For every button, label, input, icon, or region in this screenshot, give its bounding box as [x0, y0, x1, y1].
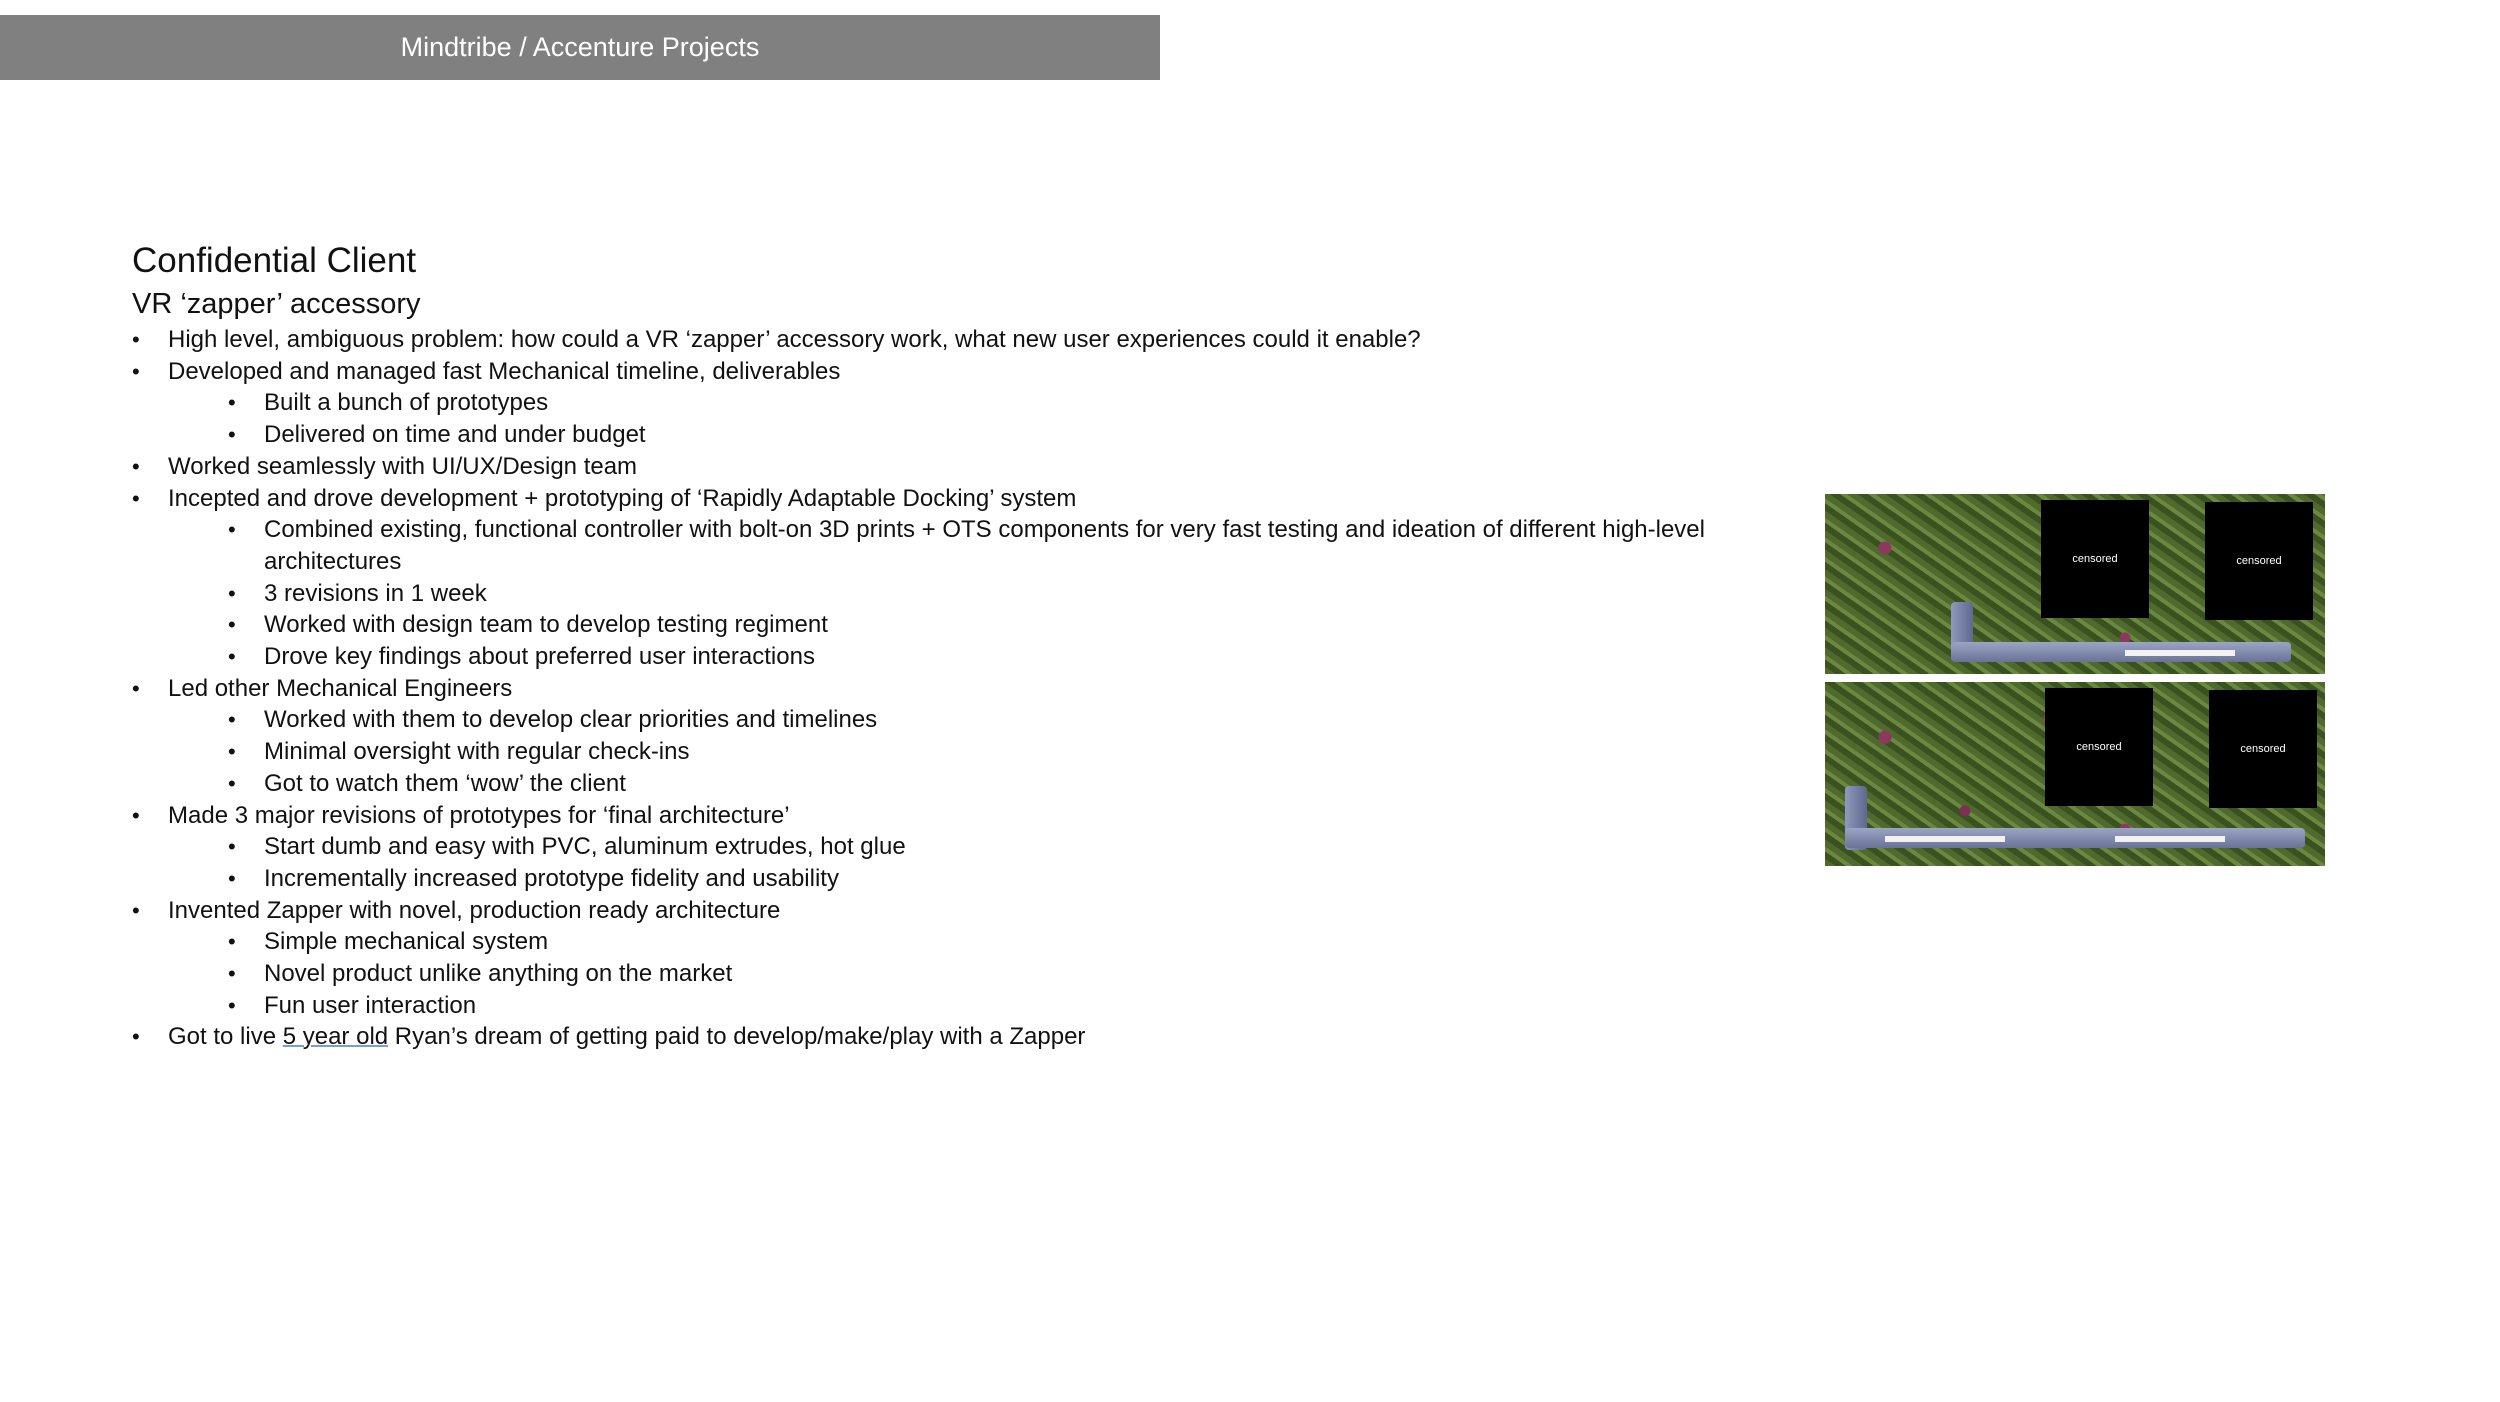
bullet-text: Made 3 major revisions of prototypes for ‘final architecture’ [168, 801, 790, 829]
bullet-text: Developed and managed fast Mechanical timeline, deliverables [168, 357, 841, 385]
bullet-text: Incepted and drove development + prototyping of ‘Rapidly Adaptable Docking’ system [168, 484, 1077, 512]
project-title: VR ‘zapper’ accessory [132, 288, 421, 320]
device-rod [2115, 836, 2225, 842]
bullet-text: Start dumb and easy with PVC, aluminum extrudes, hot glue [264, 833, 906, 861]
sub-bullet-item [132, 641, 1832, 673]
bullet-dot: • [228, 834, 236, 860]
bullet-dot: • [228, 961, 236, 987]
bullet-text: Combined existing, functional controller with bolt-on 3D prints + OTS components for very fast testing and ideation of different high-level architectures [264, 516, 1705, 575]
bullet-dot: • [132, 802, 140, 828]
bullet-dot: • [228, 517, 236, 543]
sub-bullet-item [132, 831, 1832, 863]
bullet-dot: • [228, 644, 236, 670]
slide-content [132, 238, 1832, 1053]
bullet-list [132, 324, 1832, 1053]
bullet-text: Delivered on time and under budget [264, 421, 646, 449]
bullet-item [132, 483, 1832, 515]
sub-bullet-item [132, 704, 1832, 736]
bullet-text-after: Ryan’s dream of getting paid to develop/make/play with a Zapper [388, 1023, 1086, 1051]
bullet-dot: • [228, 739, 236, 765]
bullet-dot: • [228, 390, 236, 416]
bullet-text: 3 revisions in 1 week [264, 579, 487, 607]
sub-bullet-item [132, 736, 1832, 768]
bullet-dot: • [132, 327, 140, 352]
censored-box [2041, 500, 2149, 618]
sub-bullet-item [132, 514, 1764, 577]
sub-bullet-item [132, 958, 1832, 990]
bullet-item [132, 324, 1832, 356]
client-title: Confidential Client [132, 241, 417, 280]
bullet-dot: • [132, 675, 140, 701]
bullet-item [132, 800, 1832, 832]
bullet-dot: • [228, 770, 236, 796]
bullet-text: Led other Mechanical Engineers [168, 674, 513, 702]
bullet-text: Worked with design team to develop testing regiment [264, 611, 828, 639]
censored-label: censored [2236, 555, 2282, 567]
bullet-item [132, 451, 1832, 483]
bullet-text: Built a bunch of prototypes [264, 389, 549, 417]
bullet-text: Minimal oversight with regular check-ins [264, 738, 690, 766]
bullet-text: Fun user interaction [264, 991, 477, 1019]
censored-box [2209, 690, 2317, 808]
bullet-item [132, 895, 1832, 927]
header-title: Mindtribe / Accenture Projects [400, 32, 760, 62]
bullet-text: High level, ambiguous problem: how could a VR ‘zapper’ accessory work, what new user experiences could it enable? [168, 326, 1421, 353]
bullet-dot: • [228, 422, 236, 448]
prototype-photo-top [1825, 494, 2325, 674]
device-rod [1885, 836, 2005, 842]
bullet-dot: • [132, 1024, 140, 1050]
bullet-text: Simple mechanical system [264, 928, 549, 956]
censored-box [2045, 688, 2153, 806]
censored-label: censored [2240, 743, 2286, 755]
bullet-dot: • [228, 707, 236, 733]
sub-bullet-item [132, 990, 1832, 1022]
bullet-dot: • [228, 580, 236, 606]
bullet-dot: • [228, 992, 236, 1018]
prototype-photo-bottom [1825, 682, 2325, 866]
sub-bullet-item [132, 768, 1832, 800]
bullet-text: Got to watch them ‘wow’ the client [264, 769, 626, 797]
bullet-text: Drove key findings about preferred user interactions [264, 643, 815, 671]
censored-label: censored [2076, 741, 2122, 753]
bullet-text: Worked seamlessly with UI/UX/Design team [168, 452, 638, 480]
bullet-dot: • [228, 929, 236, 955]
bullet-text-underlined: 5 year old [282, 1023, 389, 1051]
bullet-item [132, 356, 1832, 388]
bullet-dot: • [132, 358, 140, 384]
bullet-text: Invented Zapper with novel, production ready architecture [168, 896, 781, 924]
header-bar [0, 15, 1160, 80]
sub-bullet-item [132, 609, 1832, 641]
sub-bullet-item [132, 863, 1832, 895]
sub-bullet-item [132, 419, 1832, 451]
sub-bullet-item [132, 387, 1832, 419]
bullet-item [132, 673, 1832, 705]
bullet-text-before: Got to live [168, 1023, 283, 1051]
censored-box [2205, 502, 2313, 620]
bullet-text: Novel product unlike anything on the market [264, 960, 733, 988]
sub-bullet-item [132, 578, 1832, 610]
bullet-item [132, 1021, 1832, 1053]
bullet-dot: • [132, 897, 140, 923]
device-rod [2125, 650, 2235, 656]
censored-label: censored [2072, 553, 2118, 565]
sub-bullet-item [132, 926, 1832, 958]
bullet-dot: • [132, 453, 140, 479]
bullet-dot: • [228, 865, 236, 891]
bullet-text: Worked with them to develop clear priorities and timelines [264, 706, 878, 734]
device-body [1951, 642, 2291, 662]
bullet-dot: • [228, 612, 236, 638]
bullet-text: Incrementally increased prototype fidelity and usability [264, 864, 839, 892]
bullet-dot: • [132, 485, 140, 511]
